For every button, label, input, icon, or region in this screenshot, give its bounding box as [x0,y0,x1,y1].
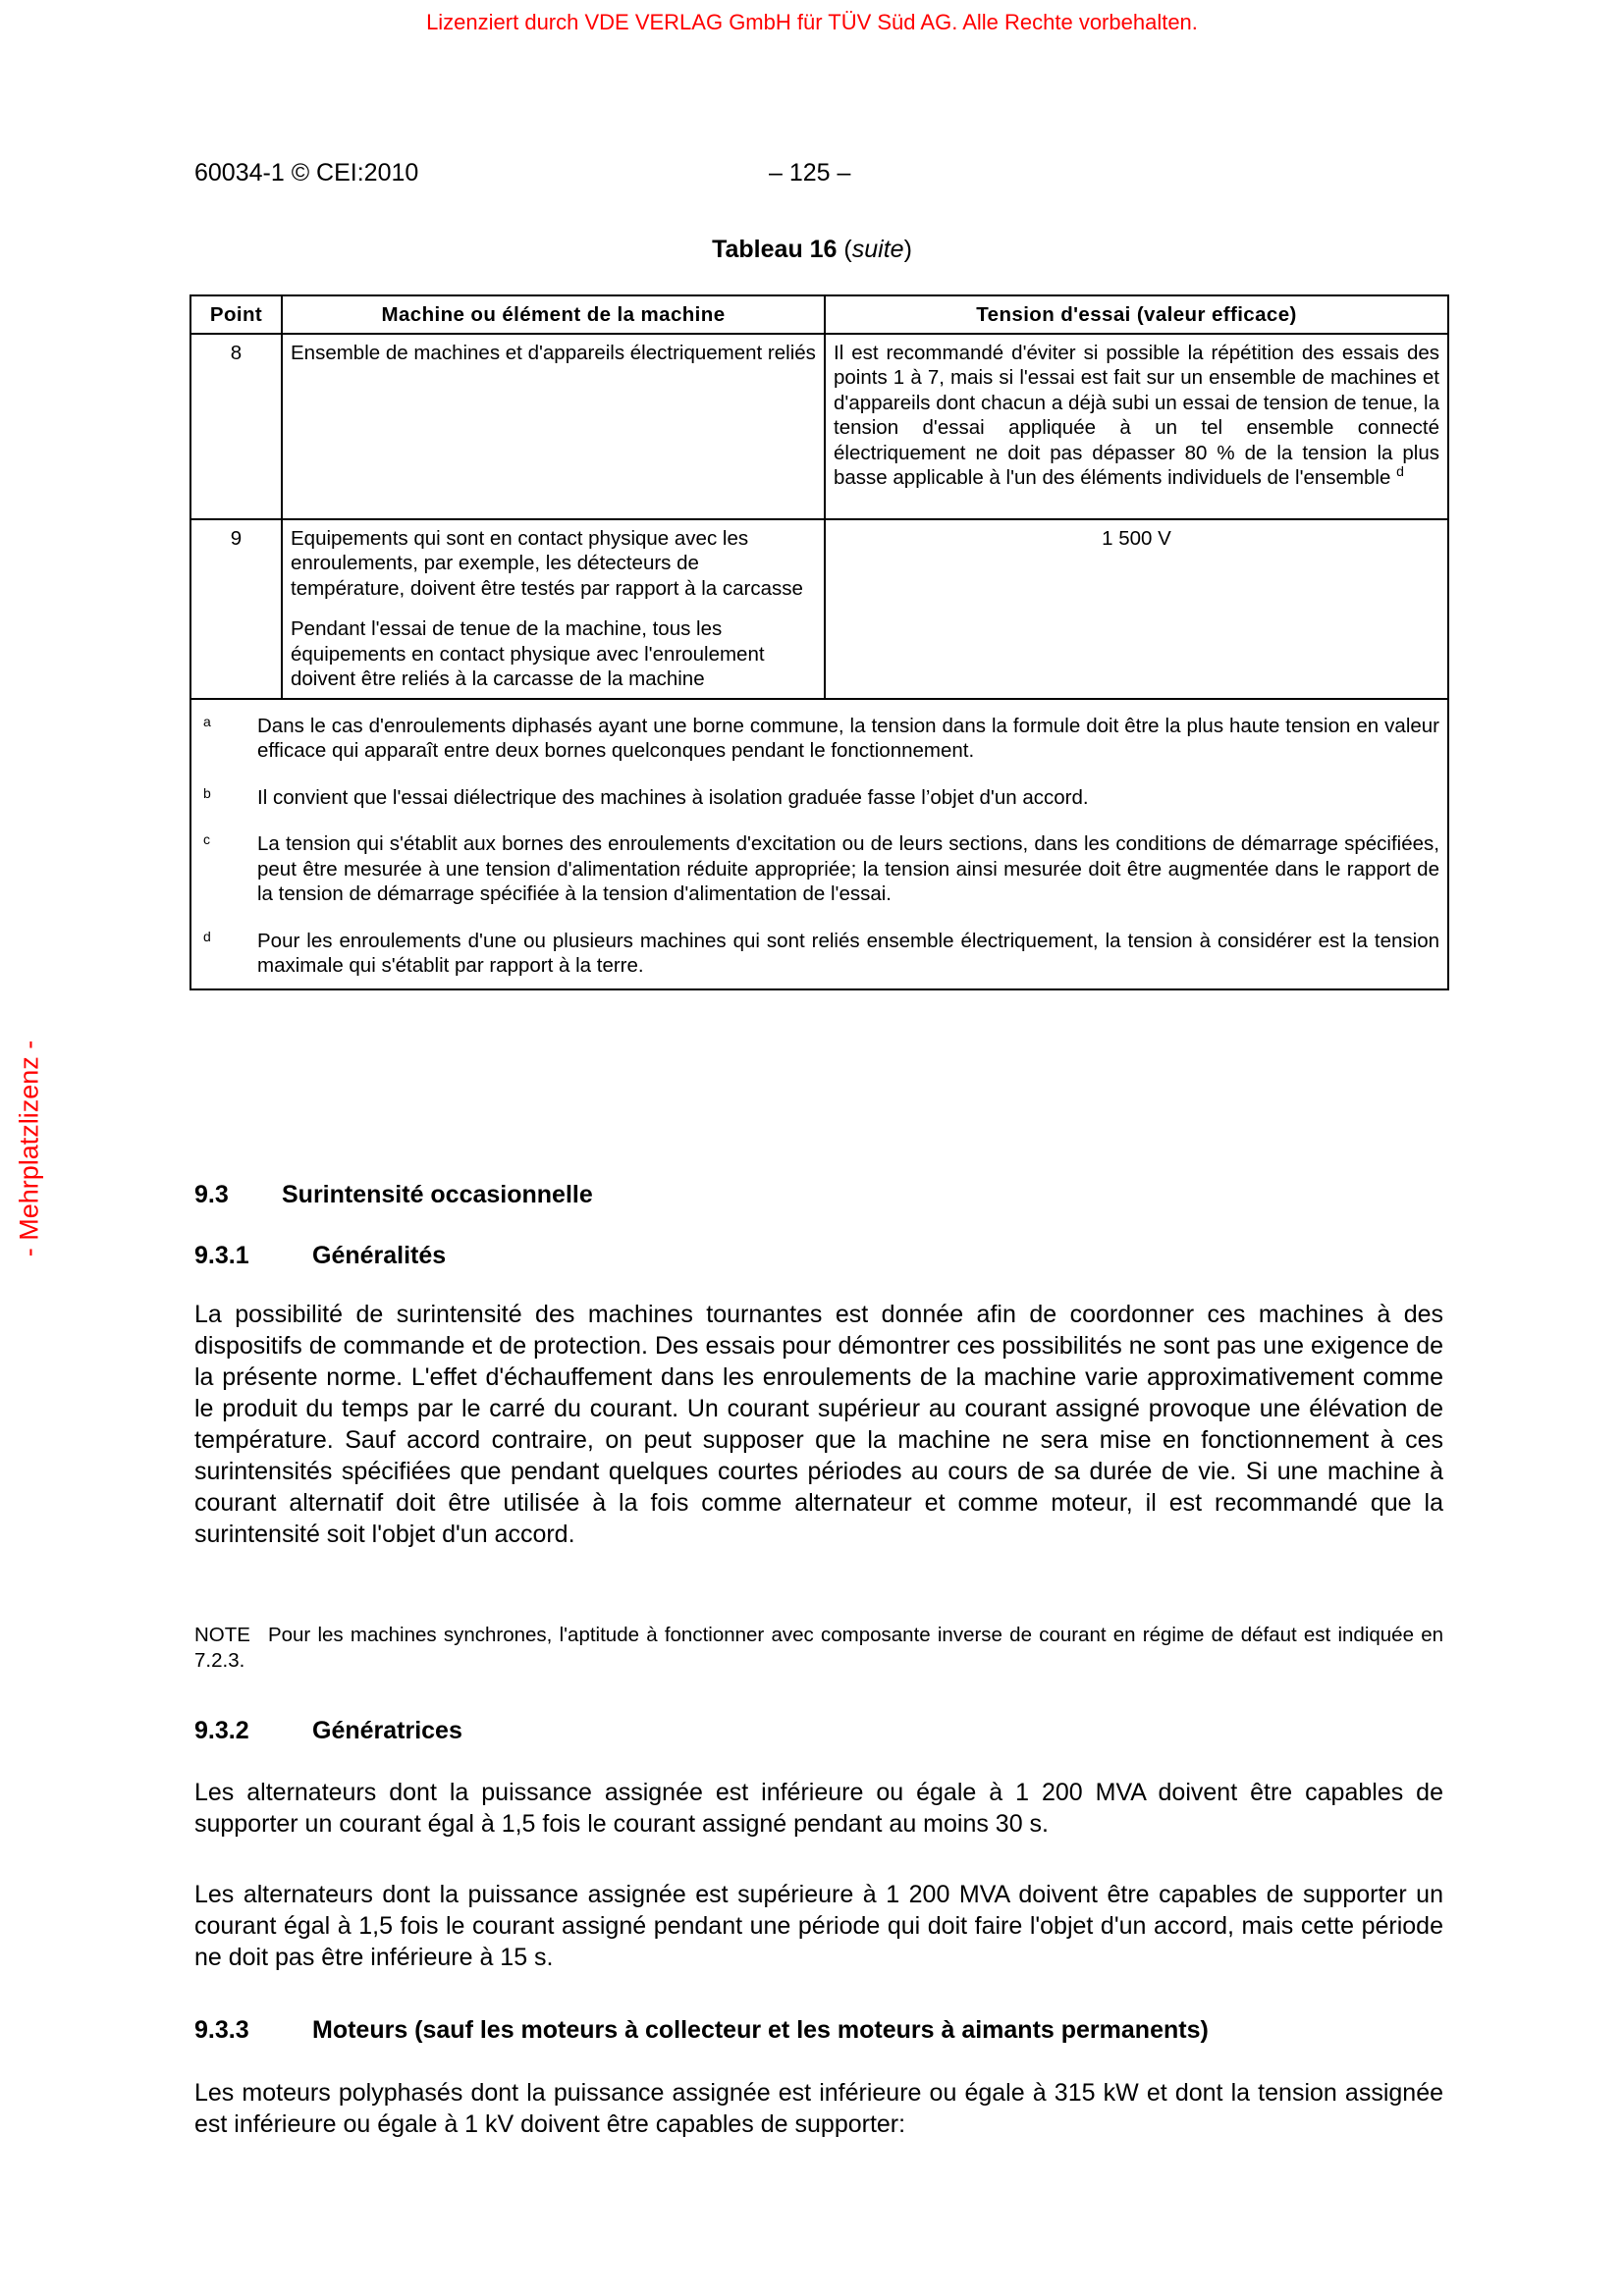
machine-text-secondary: Pendant l'essai de tenue de la machine, tous les équipements en contact physique avec l'enroulement doivent être reliés à la carcasse de la machine [291,617,765,690]
table-footnotes [190,699,1448,989]
section-heading-9-3-3 [194,2016,1209,2045]
table-title-paren-open: ( [837,236,852,263]
footnote [199,714,1439,764]
column-header-machine: Machine ou élément de la machine [282,295,825,334]
footnote-text: Pour les enroulements d'une ou plusieurs machines qui sont reliés ensemble électriquement, la tension à considérer est la tension maximale qui s'établit par rapport à la terre. [257,929,1439,977]
column-header-point: Point [190,295,282,334]
paragraph-generators-1: Les alternateurs dont la puissance assignée est inférieure ou égale à 1 200 MVA doivent être capables de supporter un courant égal à 1,5 fois le courant assigné pendant au moins 30 s. [194,1779,1443,1838]
footnote-key: c [203,831,210,847]
note-label: NOTE [194,1624,250,1646]
table-title-suite: suite [851,236,904,263]
table-title [0,236,1624,264]
side-license-watermark [10,1026,49,1271]
section-title: Généralités [312,1242,447,1269]
note-synchronous-machines [194,1623,1443,1673]
footnote-key: d [203,928,211,944]
paragraph-generalites: La possibilité de surintensité des machines tournantes est donnée afin de coordonner ces machines à des dispositifs de commande et de protection. Des essais pour démontrer ces possibilités ne sont pas une exigence de la présente norme. L'effet d'échauffement dans les enroulements de la machine varie approximativement comme le produit du temps par le carré du courant. Un courant supérieur au courant assigné provoque une élévation de température. Sauf accord contraire, on peut supposer que la machine ne sera mise en fonctionnement à ces surintensités spécifiées que pendant quelques courtes périodes au cours de sa durée de vie. Si une machine à courant alternatif doit être utilisée à la fois comme alternateur et comme moteur, il est recommandé que la surintensité soit l'objet d'un accord. [194,1301,1443,1548]
footnote-ref[interactable]: d [1396,463,1404,479]
cell-test-voltage [825,334,1448,519]
section-title: Moteurs (sauf les moteurs à collecteur et les moteurs à aimants permanents) [312,2016,1209,2044]
paragraph-generators-2: Les alternateurs dont la puissance assignée est supérieure à 1 200 MVA doivent être capables de supporter un courant égal à 1,5 fois le courant assigné pendant une période qui doit faire l'objet d'un accord, mais cette période ne doit pas être inférieure à 15 s. [194,1881,1443,1971]
footnote-text: Il convient que l'essai diélectrique des machines à isolation graduée fasse l’objet d'un accord. [257,785,1089,809]
cell-test-voltage: 1 500 V [825,519,1448,699]
paragraph-motors: Les moteurs polyphasés dont la puissance assignée est inférieure ou égale à 315 kW et dont la tension assignée est inférieure ou égale à 1 kV doivent être capables de supporter: [194,2079,1443,2138]
footnote-text: La tension qui s'établit aux bornes des enroulements d'excitation ou de leurs sections, dans les conditions de démarrage spécifiées, peut être mesurée à une tension d'alimentation réduite appropriée; la tension ainsi mesurée doit être augmentée dans le rapport de la tension de démarrage spécifiée à la tension d'alimentation de l'essai. [257,832,1439,905]
side-license-text: - Mehrplatzlizenz - [14,1040,44,1257]
note-text: Pour les machines synchrones, l'aptitude à fonctionner avec composante inverse de courant en régime de défaut est indiquée en 7.2.3. [194,1624,1443,1672]
section-number: 9.3 [194,1181,229,1208]
section-heading-9-3-2 [194,1717,462,1745]
footnote [199,785,1439,811]
table-row [190,334,1448,519]
footnote-key: b [203,784,211,801]
cell-machine [282,519,825,699]
cell-point: 8 [190,334,282,519]
document-id: 60034-1 © CEI:2010 [194,159,419,187]
cell-point: 9 [190,519,282,699]
test-voltage-text: Il est recommandé d'éviter si possible la répétition des essais des points 1 à 7, mais si l'essai est fait sur un ensemble de machines et d'appareils dont chacun a déjà subi un essai de tension de tenue, la tension d'essai appliquée à un tel ensemble connecté électriquement ne doit pas dépasser 80 % de la tension la plus basse applicable à l'un des éléments individuels de l'ensemble [834,341,1439,489]
machine-text: Equipements qui sont en contact physique avec les enroulements, par exemple, les détecteurs de température, doivent être testés par rapport à la carcasse [291,526,803,600]
license-watermark: Lizenziert durch VDE VERLAG GmbH für TÜV Süd AG. Alle Rechte vorbehalten. [426,10,1198,34]
table-footnotes-row [190,699,1448,989]
test-voltage-table [189,294,1449,990]
table-title-main: Tableau 16 [712,236,838,263]
section-number: 9.3.2 [194,1717,249,1744]
section-number: 9.3.3 [194,2016,249,2044]
section-title: Surintensité occasionnelle [282,1181,593,1208]
table-header-row [190,295,1448,334]
table-title-paren-close: ) [903,236,912,263]
footnote-key: a [203,713,211,729]
section-heading-9-3 [194,1181,593,1209]
section-title: Génératrices [312,1717,462,1744]
section-number: 9.3.1 [194,1242,249,1269]
footnote [199,831,1439,907]
machine-text: Ensemble de machines et d'appareils électriquement reliés [291,341,816,364]
table-row [190,519,1448,699]
column-header-test-voltage: Tension d'essai (valeur efficace) [825,295,1448,334]
cell-machine [282,334,825,519]
page-number: – 125 – [769,159,851,187]
footnote [199,929,1439,979]
footnote-text: Dans le cas d'enroulements diphasés ayant une borne commune, la tension dans la formule doit être la plus haute tension en valeur efficace qui apparaît entre deux bornes quelconques pendant le fonctionnement. [257,714,1439,762]
section-heading-9-3-1 [194,1242,446,1270]
